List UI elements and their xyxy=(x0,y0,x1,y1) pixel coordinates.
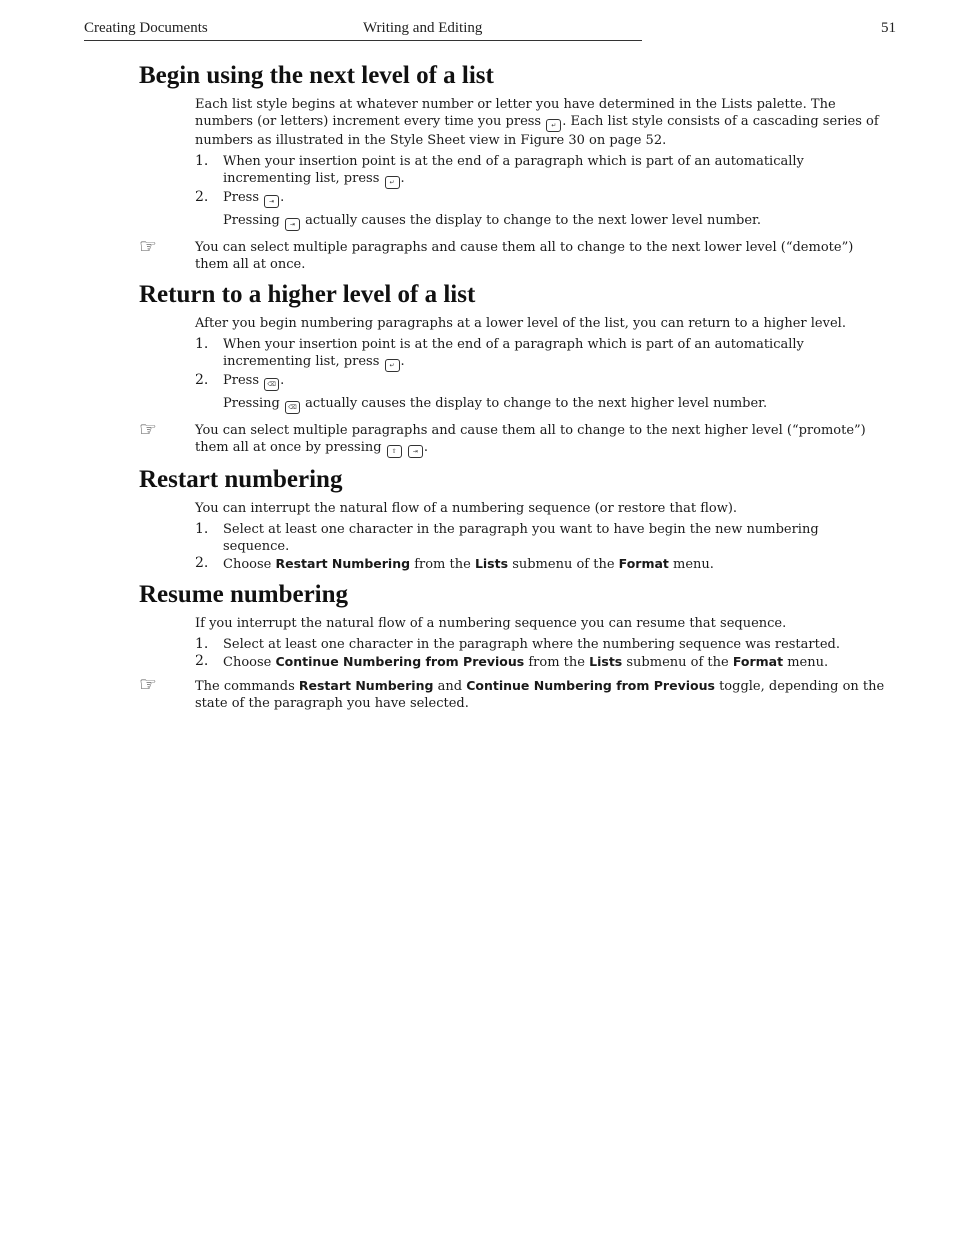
step-number: 1. xyxy=(195,521,209,537)
page-number: 51 xyxy=(881,20,896,36)
step-item: 1. Select at least one character in the paragraph where the numbering sequence was restarted. xyxy=(195,636,840,652)
header-chapter: Creating Documents xyxy=(84,20,208,36)
section-intro: After you begin numbering paragraphs at a lower level of the list, you can return to a higher level. xyxy=(195,316,846,331)
step-number: 2. xyxy=(195,653,209,669)
step-item: 1. Select at least one character in the paragraph you want to have begin the new numbering sequence. xyxy=(195,521,819,554)
step-item: 2. Press ⇥ . xyxy=(139,189,889,208)
delete-key-icon: ⌫ xyxy=(264,378,279,391)
tab-key-icon: ⇥ xyxy=(264,195,279,208)
section-title: Resume numbering xyxy=(139,581,349,608)
submenu-name: Lists xyxy=(474,556,509,571)
tab-key-icon: ⇥ xyxy=(408,445,423,458)
section-intro: If you interrupt the natural flow of a numbering sequence you can resume that sequence. xyxy=(195,616,787,631)
section-title: Restart numbering xyxy=(139,466,343,493)
return-key-icon: ↵ xyxy=(385,359,400,372)
pointing-hand-icon: ☞ xyxy=(139,234,157,258)
menu-name: Format xyxy=(732,654,784,669)
note: ☞ The commands Restart Numbering and Continue Numbering from Previous toggle, depending on the state of the paragraph you have selected. xyxy=(139,672,885,711)
section-intro: Each list style begins at whatever number or letter you have determined in the Lists palette. The numbers (or letters) increment every time you press ↵ . Each list style consists of a cascading series of numbers as illustrated in the Style Sheet view in Figure 30 on page 52. xyxy=(195,97,879,148)
section-title: Begin using the next level of a list xyxy=(139,62,494,89)
step-result: Pressing ⇥ actually causes the display to change to the next lower level number. xyxy=(139,212,889,231)
step-number: 1. xyxy=(195,336,209,352)
step-number: 2. xyxy=(195,189,209,205)
step-number: 2. xyxy=(195,555,209,571)
step-item: 1. When your insertion point is at the end of a paragraph which is part of an automatically incrementing list, press ↵ . xyxy=(139,336,889,372)
note: ☞ You can select multiple paragraphs and cause them all to change to the next higher level (“promote”) them all at once by pressing ⇧ ⇥ . xyxy=(139,422,889,458)
header-section: Writing and Editing xyxy=(363,20,483,36)
command-name: Restart Numbering xyxy=(298,678,434,693)
step-item: 2. Choose Restart Numbering from the Lists submenu of the Format menu. xyxy=(195,555,714,572)
running-header xyxy=(84,18,896,40)
step-result: Pressing ⌫ actually causes the display to change to the next higher level number. xyxy=(139,395,889,414)
delete-key-icon: ⌫ xyxy=(285,401,300,414)
step-number: 1. xyxy=(195,636,209,652)
step-number: 2. xyxy=(195,372,209,388)
command-name: Continue Numbering from Previous xyxy=(275,654,525,669)
return-key-icon: ↵ xyxy=(385,176,400,189)
step-item: 2. Press ⌫ . xyxy=(139,372,889,391)
pointing-hand-icon: ☞ xyxy=(139,672,157,696)
step-number: 1. xyxy=(195,153,209,169)
section-intro: You can interrupt the natural flow of a numbering sequence (or restore that flow). xyxy=(195,501,738,516)
shift-key-icon: ⇧ xyxy=(387,445,402,458)
header-rule xyxy=(84,40,642,41)
submenu-name: Lists xyxy=(589,654,623,669)
step-item: 2. Choose Continue Numbering from Previous from the Lists submenu of the Format menu. xyxy=(195,653,829,670)
command-name: Continue Numbering from Previous xyxy=(466,678,715,693)
tab-key-icon: ⇥ xyxy=(285,218,300,231)
note: ☞ You can select multiple paragraphs and cause them all to change to the next lower level (“demote”) them all at once. xyxy=(139,234,854,272)
section-title: Return to a higher level of a list xyxy=(139,281,476,308)
return-key-icon: ↵ xyxy=(546,119,561,132)
command-name: Restart Numbering xyxy=(275,556,411,571)
menu-name: Format xyxy=(618,556,669,571)
page-content xyxy=(139,60,889,712)
pointing-hand-icon: ☞ xyxy=(139,417,157,441)
step-item: 1. When your insertion point is at the end of a paragraph which is part of an automatically incrementing list, press ↵ . xyxy=(139,153,889,189)
